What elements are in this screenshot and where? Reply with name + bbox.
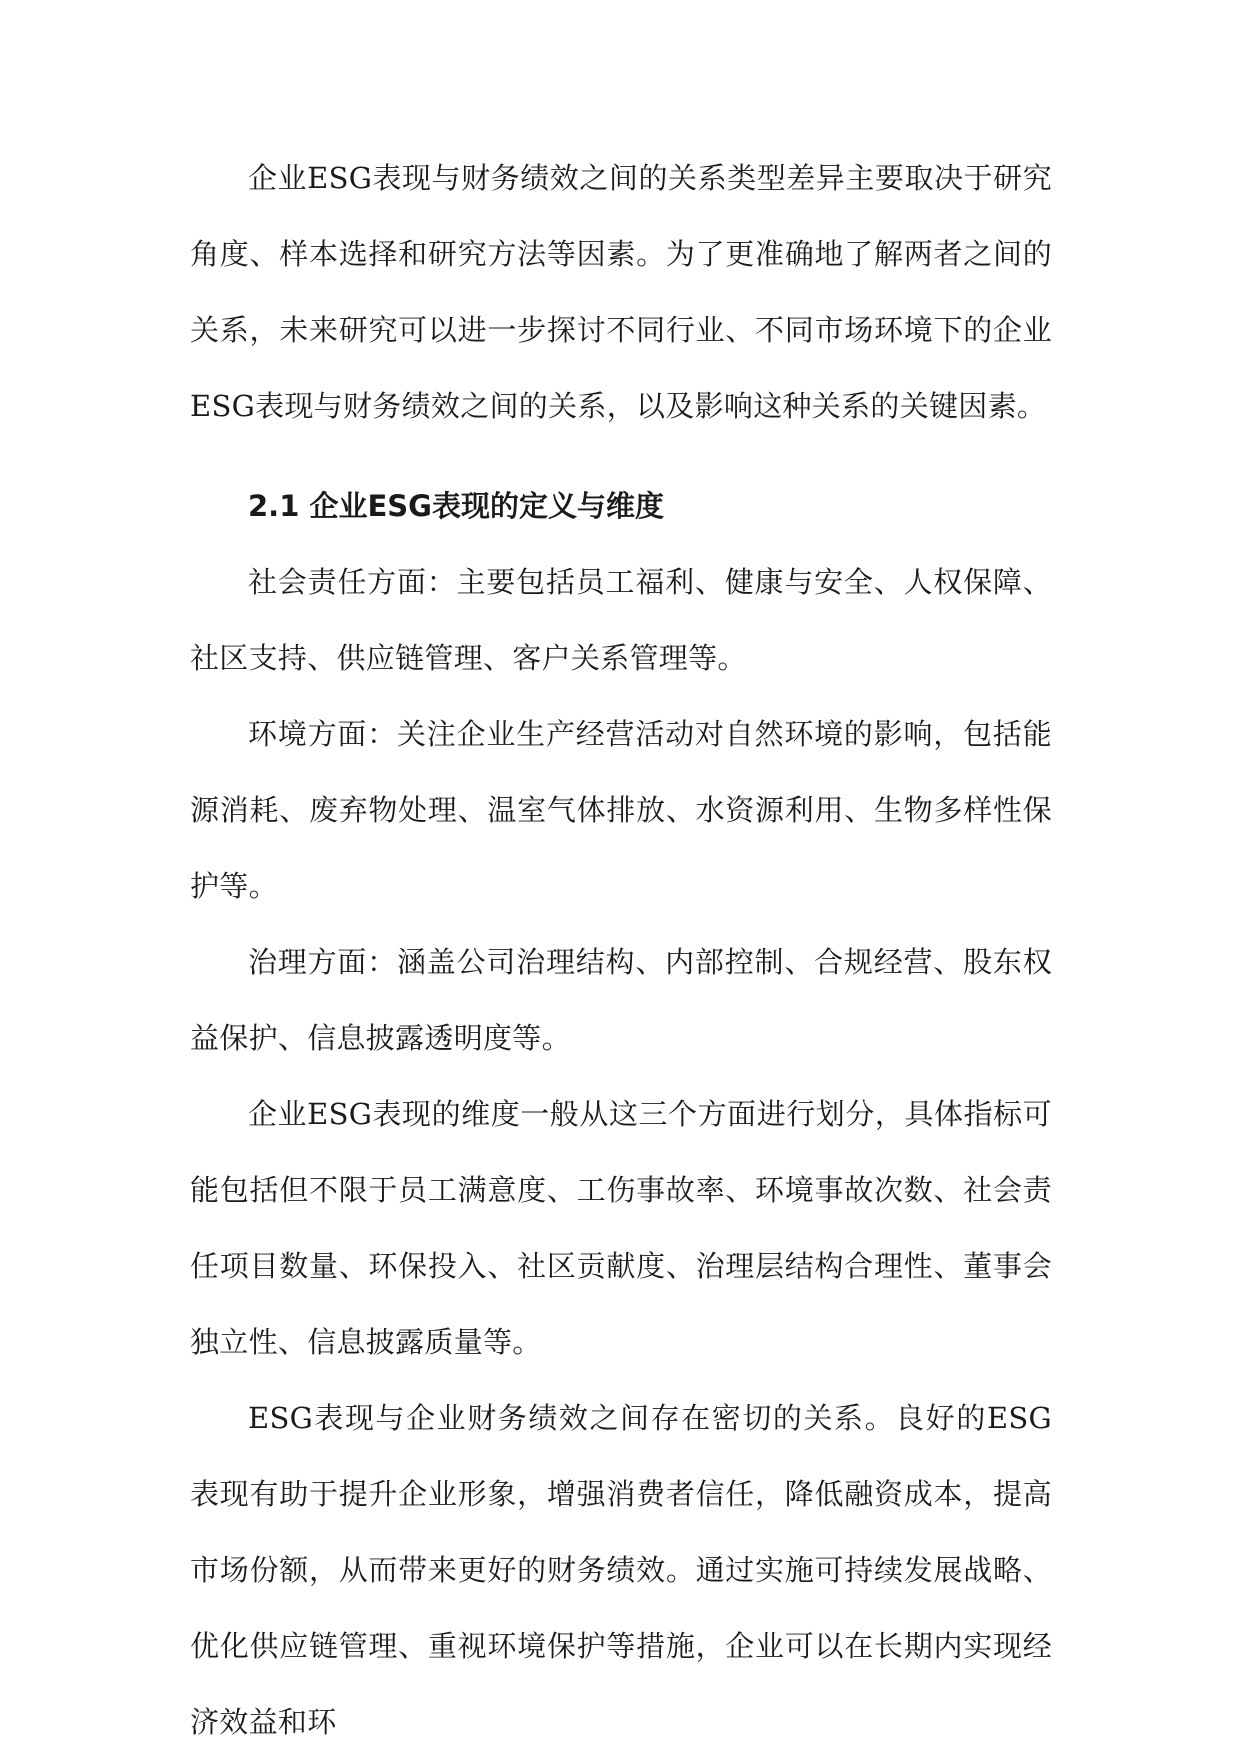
paragraph-intro: 企业ESG表现与财务绩效之间的关系类型差异主要取决于研究角度、样本选择和研究方法等因素。为了更准确地了解两者之间的关系，未来研究可以进一步探讨不同行业、不同市场环境下的企业ESG表现与财务绩效之间的关系，以及影响这种关系的关键因素。 <box>190 161 1052 423</box>
paragraph-social: 社会责任方面：主要包括员工福利、健康与安全、人权保障、社区支持、供应链管理、客户关系管理等。 <box>190 565 1052 675</box>
paragraph-dimensions: 企业ESG表现的维度一般从这三个方面进行划分，具体指标可能包括但不限于员工满意度、工伤事故率、环境事故次数、社会责任项目数量、环保投入、社区贡献度、治理层结构合理性、董事会独立性、信息披露质量等。 <box>190 1097 1052 1359</box>
paragraph-environment: 环境方面：关注企业生产经营活动对自然环境的影响，包括能源消耗、废弃物处理、温室气体排放、水资源利用、生物多样性保护等。 <box>190 717 1052 903</box>
section-heading: 2.1 企业ESG表现的定义与维度 <box>248 489 664 523</box>
paragraph-relationship: ESG表现与企业财务绩效之间存在密切的关系。良好的ESG表现有助于提升企业形象，增强消费者信任，降低融资成本，提高市场份额，从而带来更好的财务绩效。通过实施可持续发展战略、优化供应链管理、重视环境保护等措施，企业可以在长期内实现经济效益和环 <box>190 1401 1052 1739</box>
paragraph-governance: 治理方面：涵盖公司治理结构、内部控制、合规经营、股东权益保护、信息披露透明度等。 <box>190 945 1052 1055</box>
spacer <box>190 444 1052 468</box>
document-page <box>190 140 1052 1760</box>
